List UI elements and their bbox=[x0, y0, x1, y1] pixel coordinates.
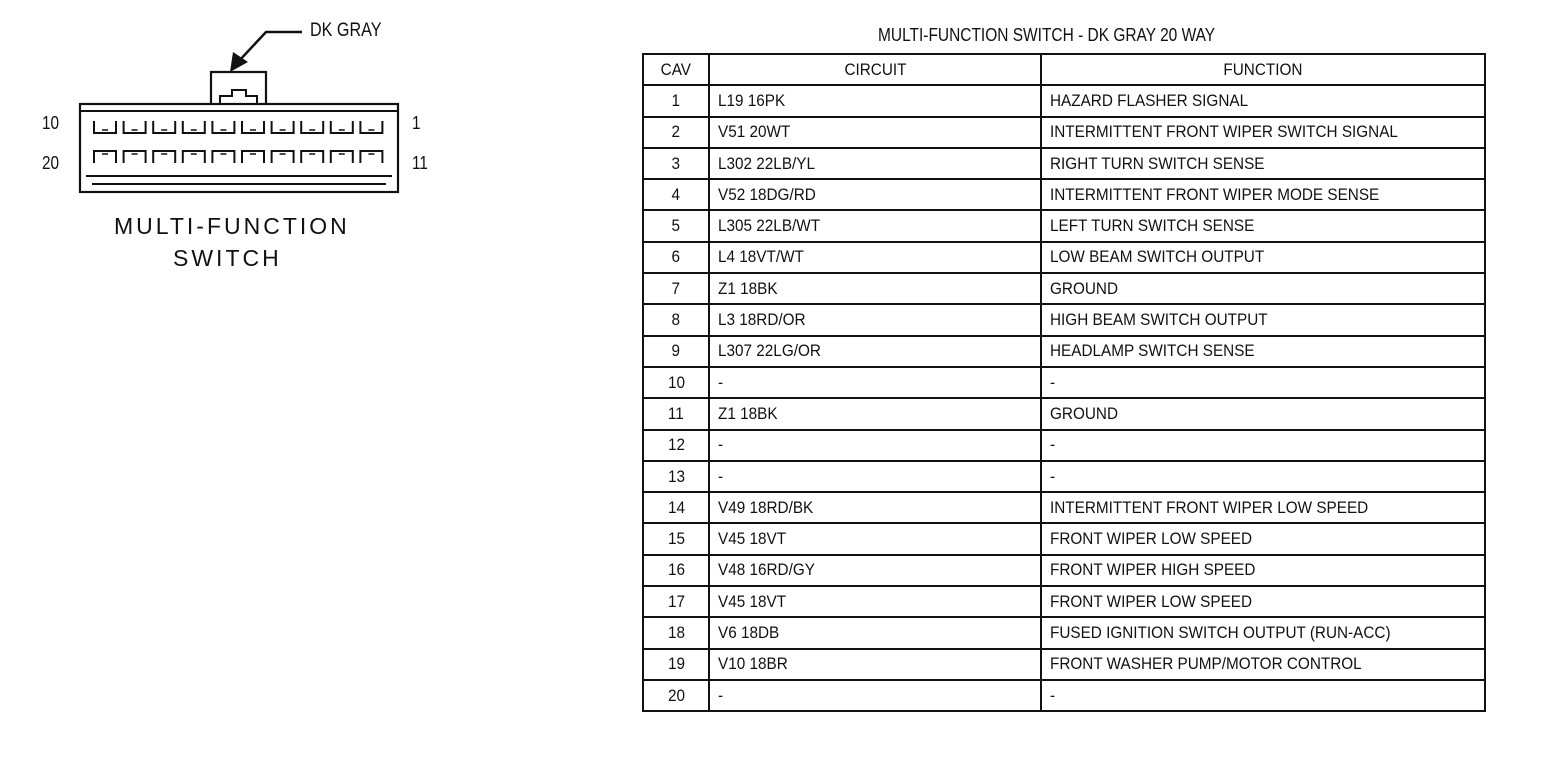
cav-cell: 8 bbox=[643, 304, 709, 335]
cav-cell: 4 bbox=[643, 179, 709, 210]
table-row bbox=[643, 148, 1485, 179]
circuit-cell: L307 22LG/OR bbox=[709, 336, 1041, 367]
function-cell: LEFT TURN SWITCH SENSE bbox=[1041, 210, 1485, 241]
table-row bbox=[643, 617, 1485, 648]
table-row bbox=[643, 586, 1485, 617]
table-row bbox=[643, 179, 1485, 210]
function-cell: HAZARD FLASHER SIGNAL bbox=[1041, 85, 1485, 116]
function-cell: FRONT WIPER LOW SPEED bbox=[1041, 586, 1485, 617]
cav-cell: 3 bbox=[643, 148, 709, 179]
table-row bbox=[643, 649, 1485, 680]
cav-cell: 7 bbox=[643, 273, 709, 304]
function-cell: - bbox=[1041, 461, 1485, 492]
table-title: MULTI-FUNCTION SWITCH - DK GRAY 20 WAY bbox=[878, 25, 1216, 45]
circuit-cell: V6 18DB bbox=[709, 617, 1041, 648]
function-cell: GROUND bbox=[1041, 273, 1485, 304]
table-row bbox=[643, 242, 1485, 273]
table-row bbox=[643, 680, 1485, 711]
cav-cell: 10 bbox=[643, 367, 709, 398]
cav-cell: 1 bbox=[643, 85, 709, 116]
connector-name-line1: MULTI-FUNCTION bbox=[114, 213, 350, 239]
pinout-body bbox=[643, 85, 1485, 711]
leader-line bbox=[238, 32, 302, 62]
cav-cell: 18 bbox=[643, 617, 709, 648]
cav-cell: 14 bbox=[643, 492, 709, 523]
cav-cell: 11 bbox=[643, 398, 709, 429]
table-row bbox=[643, 85, 1485, 116]
header-circuit: CIRCUIT bbox=[709, 54, 1041, 85]
header-cav: CAV bbox=[643, 54, 709, 85]
circuit-cell: V51 20WT bbox=[709, 117, 1041, 148]
circuit-cell: L3 18RD/OR bbox=[709, 304, 1041, 335]
cav-cell: 13 bbox=[643, 461, 709, 492]
table-row bbox=[643, 336, 1485, 367]
circuit-cell: V48 16RD/GY bbox=[709, 555, 1041, 586]
cav-cell: 12 bbox=[643, 430, 709, 461]
cav-cell: 15 bbox=[643, 523, 709, 554]
circuit-cell: L4 18VT/WT bbox=[709, 242, 1041, 273]
table-row bbox=[643, 492, 1485, 523]
connector-body bbox=[80, 104, 398, 192]
connector-color-label: DK GRAY bbox=[310, 20, 382, 41]
cav-cell: 2 bbox=[643, 117, 709, 148]
function-cell: INTERMITTENT FRONT WIPER MODE SENSE bbox=[1041, 179, 1485, 210]
pin-label-bottom-left: 20 bbox=[42, 153, 60, 173]
cav-cell: 9 bbox=[643, 336, 709, 367]
connector-name-line2: SWITCH bbox=[173, 245, 282, 271]
cav-cell: 16 bbox=[643, 555, 709, 586]
circuit-cell: - bbox=[709, 461, 1041, 492]
circuit-cell: - bbox=[709, 430, 1041, 461]
function-cell: INTERMITTENT FRONT WIPER LOW SPEED bbox=[1041, 492, 1485, 523]
function-cell: GROUND bbox=[1041, 398, 1485, 429]
table-row bbox=[643, 367, 1485, 398]
circuit-cell: V45 18VT bbox=[709, 586, 1041, 617]
function-cell: HEADLAMP SWITCH SENSE bbox=[1041, 336, 1485, 367]
table-row bbox=[643, 461, 1485, 492]
function-cell: - bbox=[1041, 680, 1485, 711]
function-cell: FRONT WASHER PUMP/MOTOR CONTROL bbox=[1041, 649, 1485, 680]
pin-label-top-right: 1 bbox=[412, 113, 421, 133]
pinout-table bbox=[642, 53, 1486, 712]
table-row bbox=[643, 304, 1485, 335]
table-row bbox=[643, 430, 1485, 461]
function-cell: INTERMITTENT FRONT WIPER SWITCH SIGNAL bbox=[1041, 117, 1485, 148]
cav-cell: 17 bbox=[643, 586, 709, 617]
function-cell: RIGHT TURN SWITCH SENSE bbox=[1041, 148, 1485, 179]
cav-cell: 5 bbox=[643, 210, 709, 241]
circuit-cell: L19 16PK bbox=[709, 85, 1041, 116]
connector-diagram bbox=[0, 0, 600, 300]
circuit-cell: Z1 18BK bbox=[709, 273, 1041, 304]
function-cell: FRONT WIPER LOW SPEED bbox=[1041, 523, 1485, 554]
circuit-cell: Z1 18BK bbox=[709, 398, 1041, 429]
table-row bbox=[643, 210, 1485, 241]
table-row bbox=[643, 523, 1485, 554]
function-cell: - bbox=[1041, 367, 1485, 398]
circuit-cell: - bbox=[709, 680, 1041, 711]
circuit-cell: - bbox=[709, 367, 1041, 398]
table-row bbox=[643, 117, 1485, 148]
circuit-cell: V45 18VT bbox=[709, 523, 1041, 554]
circuit-cell: V49 18RD/BK bbox=[709, 492, 1041, 523]
table-row bbox=[643, 555, 1485, 586]
cav-cell: 20 bbox=[643, 680, 709, 711]
table-row bbox=[643, 273, 1485, 304]
circuit-cell: V52 18DG/RD bbox=[709, 179, 1041, 210]
pin-label-bottom-right: 11 bbox=[412, 153, 428, 173]
connector-drawing bbox=[0, 0, 600, 300]
circuit-cell: L305 22LB/WT bbox=[709, 210, 1041, 241]
table-row bbox=[643, 398, 1485, 429]
header-function: FUNCTION bbox=[1041, 54, 1485, 85]
circuit-cell: L302 22LB/YL bbox=[709, 148, 1041, 179]
cav-cell: 6 bbox=[643, 242, 709, 273]
function-cell: LOW BEAM SWITCH OUTPUT bbox=[1041, 242, 1485, 273]
function-cell: FRONT WIPER HIGH SPEED bbox=[1041, 555, 1485, 586]
function-cell: - bbox=[1041, 430, 1485, 461]
header-row bbox=[643, 54, 1485, 85]
function-cell: FUSED IGNITION SWITCH OUTPUT (RUN-ACC) bbox=[1041, 617, 1485, 648]
cav-cell: 19 bbox=[643, 649, 709, 680]
pin-label-top-left: 10 bbox=[42, 113, 60, 133]
circuit-cell: V10 18BR bbox=[709, 649, 1041, 680]
function-cell: HIGH BEAM SWITCH OUTPUT bbox=[1041, 304, 1485, 335]
